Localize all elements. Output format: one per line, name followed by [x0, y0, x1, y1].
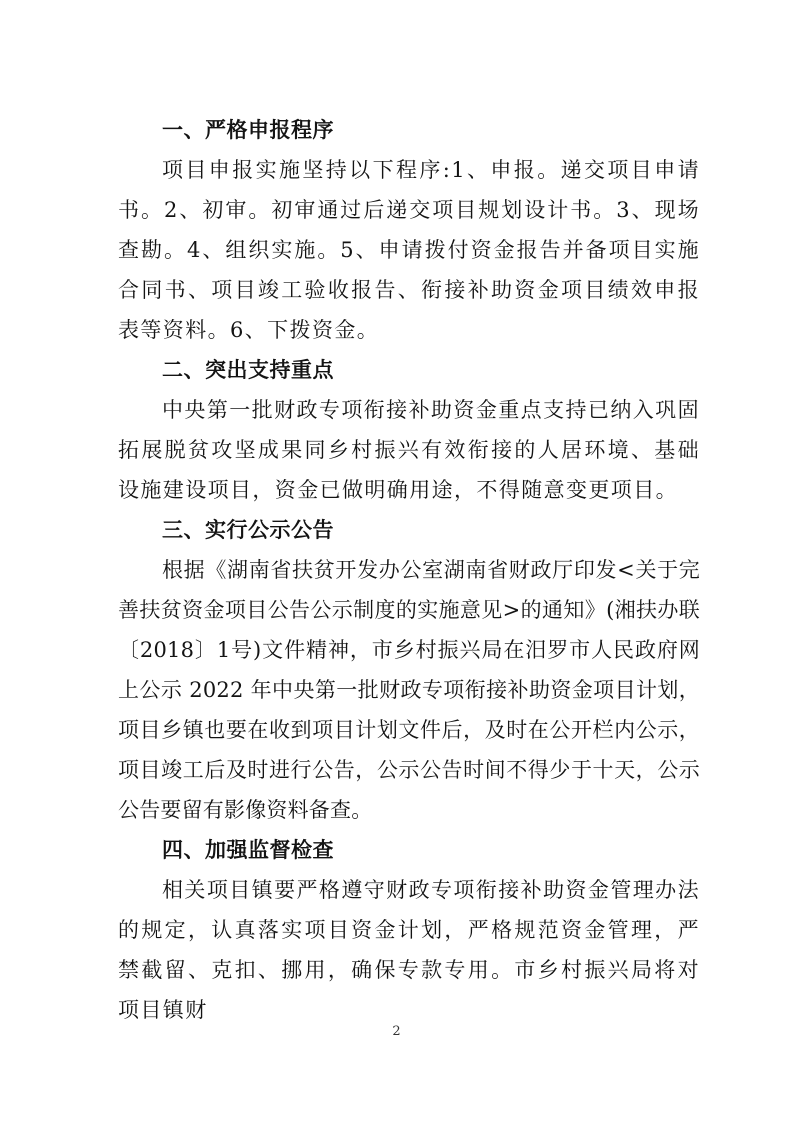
document-body — [118, 110, 700, 1030]
section-paragraph-4: 相关项目镇要严格遵守财政专项衔接补助资金管理办法的规定，认真落实项目资金计划，严格规范资金管理，严禁截留、克扣、挪用，确保专款专用。市乡村振兴局将对项目镇财 — [118, 878, 700, 1022]
section-paragraph-3: 根据《湖南省扶贫开发办公室湖南省财政厅印发<关于完善扶贫资金项目公告公示制度的实施意见>的通知》(湘扶办联〔2018〕1号)文件精神，市乡村振兴局在汨罗市人民政府网上公示 2022 年中央第一批财政专项衔接补助资金项目计划，项目乡镇也要在收到项目计划文件后，及时在公开栏内公示，项目竣工后及时进行公告，公示公告时间不得少于十天，公示公告要留有影像资料备查。 — [118, 558, 700, 822]
section-heading-2: 二、突出支持重点 — [162, 358, 334, 382]
section-paragraph-2: 中央第一批财政专项衔接补助资金重点支持已纳入巩固拓展脱贫攻坚成果同乡村振兴有效衔接的人居环境、基础设施建设项目，资金已做明确用途，不得随意变更项目。 — [118, 398, 700, 502]
page-number: 2 — [392, 1024, 401, 1039]
section-paragraph-1: 项目申报实施坚持以下程序:1、申报。递交项目申请书。2、初审。初审通过后递交项目规划设计书。3、现场查勘。4、组织实施。5、申请拨付资金报告并备项目实施合同书、项目竣工验收报告、衔接补助资金项目绩效申报表等资料。6、下拨资金。 — [118, 158, 700, 342]
section-heading-3: 三、实行公示公告 — [162, 518, 334, 542]
section-heading-1: 一、严格申报程序 — [162, 118, 334, 142]
section-heading-4: 四、加强监督检查 — [162, 838, 334, 862]
